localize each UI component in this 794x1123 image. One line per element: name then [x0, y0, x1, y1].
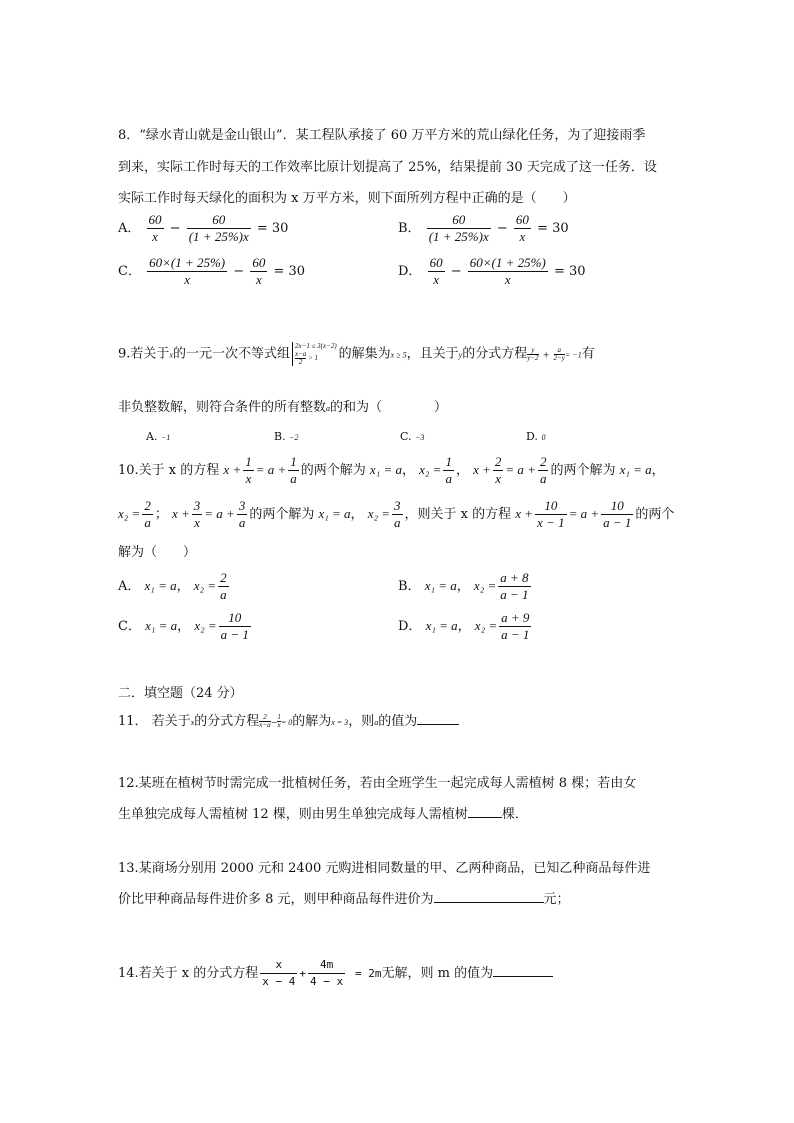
- q8-option-b-label: B．: [398, 221, 421, 236]
- fraction: $\frac{a + 8}{a - 1}$: [500, 570, 529, 602]
- q9-line1: 9.若关于x的一元一次不等式组 2x−1 ≤ 3(x−2) $\frac{x-a}{2}$ > 1 的解集为x ≥ 5，且关于y的分式方程 $\frac{y}{y-2}$ + $\frac{a}{2-y}$ = −1有: [118, 342, 595, 366]
- fraction: $\frac{1}{a}$: [290, 454, 297, 486]
- q8-line2: 到来，实际工作时每天的工作效率比原计划提高了 25%，结果提前 30 天完成了这一任务．设: [118, 160, 657, 175]
- q9-option-d: D. 0: [526, 430, 546, 443]
- fraction: $\frac{10}{a - 1}$: [220, 610, 249, 642]
- fraction: $\frac{60\times(1 + 25\%)}{x}$: [469, 255, 546, 287]
- fraction: $\frac{a}{2-y}$: [553, 345, 565, 362]
- q8-option-c-label: C．: [118, 264, 141, 279]
- q9-option-c: C. −3: [400, 430, 425, 443]
- fraction: $\frac{a + 9}{a - 1}$: [501, 610, 530, 642]
- fraction: $\frac{2}{a}$: [539, 454, 547, 486]
- q10-line1: 10.关于 x 的方程 x + $\frac{1}{x}$ = a + $\frac{1}{a}$ 的两个解为 x₁ = a， x₂ = $\frac{1}{a}$ ， x + $\frac{2}{x}$ = a + $\frac{2}{a}$ 的两个解为 x₁ = a，: [118, 454, 665, 486]
- fraction: $\frac{4m}{4 - x}$: [310, 958, 344, 988]
- fraction: $\frac{x}{x - 4}$: [262, 958, 296, 988]
- fraction: $\frac{2}{x}$: [494, 454, 502, 486]
- fraction: $\frac{60}{x}$: [515, 212, 529, 244]
- inequality-system: 2x−1 ≤ 3(x−2) $\frac{x-a}{2}$ > 1: [292, 342, 337, 366]
- q10-option-b: B． x₁ = a， x₂ = $\frac{a + 8}{a - 1}$: [398, 570, 529, 602]
- answer-blank[interactable]: [493, 964, 553, 977]
- answer-blank[interactable]: [417, 712, 459, 725]
- answer-blank[interactable]: [468, 805, 502, 818]
- q10-line2: x₂ = $\frac{2}{a}$ ； x + $\frac{3}{x}$ = a + $\frac{3}{a}$ 的两个解为 x₁ = a， x₂ = $\frac{3}{a}$ ，则关于 x 的方程 x + $\frac{10}{x - 1}$ = a + $\frac{10}{a - 1}$ 的两个: [118, 498, 675, 530]
- q10-option-a: A． x₁ = a， x₂ = $\frac{2}{a}$: [118, 570, 227, 602]
- fraction: $\frac{2}{x-a}$: [259, 713, 271, 729]
- fraction: $\frac{1}{a}$: [445, 454, 452, 486]
- q8-option-a-label: A．: [118, 221, 141, 236]
- q13-line2: 价比甲种商品每件进价多 8 元，则甲种商品每件进价为 元；: [118, 892, 570, 907]
- q13-line1: 13.某商场分别用 2000 元和 2400 元购进相同数量的甲、乙两种商品，已知乙种商品每件进: [118, 861, 651, 876]
- fraction: $\frac{1}{x}$: [245, 454, 252, 486]
- fraction: $\frac{60}{x}$: [148, 212, 162, 244]
- fraction: $\frac{60}{x}$: [252, 255, 266, 287]
- q9-line2: 非负整数解，则符合条件的所有整数a的和为（ ）: [118, 400, 448, 415]
- fraction: $\frac{1}{x}$: [277, 713, 281, 729]
- q9-options: A. −1: [146, 430, 171, 443]
- section-title: 二．填空题（24 分）: [118, 686, 243, 701]
- answer-blank[interactable]: [434, 890, 544, 903]
- q8-option-a: A． $\frac{60}{x}$ − $\frac{60}{(1 + 25\%)x}$ = 30: [118, 212, 289, 244]
- fraction: $\frac{10}{x - 1}$: [537, 498, 565, 530]
- fraction: $\frac{60}{(1 + 25\%)x}$: [428, 212, 489, 244]
- q14-line: 14.若关于 x 的分式方程 $\frac{x}{x - 4}$ + $\frac{4m}{4 - x}$ = 2m无解，则 m 的值为: [118, 957, 553, 990]
- q10-line3: 解为（ ）: [118, 545, 197, 560]
- fraction: $\frac{y}{y-2}$: [527, 345, 539, 362]
- q8-line3: 实际工作时每天绿化的面积为 x 万平方米，则下面所列方程中正确的是（ ）: [118, 191, 576, 206]
- fraction: $\frac{60\times(1 + 25\%)}{x}$: [149, 255, 226, 287]
- fraction: $\frac{2}{a}$: [220, 570, 227, 602]
- fraction: $\frac{3}{x}$: [193, 498, 201, 530]
- q10-option-d: D． x₁ = a， x₂ = $\frac{a + 9}{a - 1}$: [398, 610, 530, 642]
- q8-option-d-label: D．: [398, 264, 422, 279]
- fraction: $\frac{60}{(1 + 25\%)x}$: [188, 212, 249, 244]
- fraction: $\frac{3}{a}$: [238, 498, 246, 530]
- q8-option-c: C． $\frac{60\times(1 + 25\%)}{x}$ − $\frac{60}{x}$ = 30: [118, 255, 306, 287]
- q12-line2: 生单独完成每人需植树 12 棵，则由男生单独完成每人需植树 棵．: [118, 807, 528, 822]
- fraction: $\frac{3}{a}$: [394, 498, 401, 530]
- fraction: $\frac{60}{x}$: [429, 255, 443, 287]
- q8-option-d: D． $\frac{60}{x}$ − $\frac{60\times(1 + 25\%)}{x}$ = 30: [398, 255, 586, 287]
- q10-option-c: C． x₁ = a， x₂ = $\frac{10}{a - 1}$: [118, 610, 249, 642]
- q11-line: 11． 若关于x的分式方程 $\frac{2}{x-a}$ − $\frac{1}{x}$ = 0的解为x = 3，则a的值为: [118, 710, 459, 729]
- q8-line1: 8．“绿水青山就是金山银山”．某工程队承接了 60 万平方米的荒山绿化任务，为了迎接雨季: [118, 128, 646, 143]
- q8-option-b: B． $\frac{60}{(1 + 25\%)x}$ − $\frac{60}{x}$ = 30: [398, 212, 569, 244]
- q12-line1: 12.某班在植树节时需完成一批植树任务，若由全班学生一起完成每人需植树 8 棵；若由女: [118, 776, 637, 791]
- fraction: $\frac{10}{a - 1}$: [603, 498, 632, 530]
- q9-option-b: B. −2: [274, 430, 299, 443]
- fraction: $\frac{2}{a}$: [144, 498, 151, 530]
